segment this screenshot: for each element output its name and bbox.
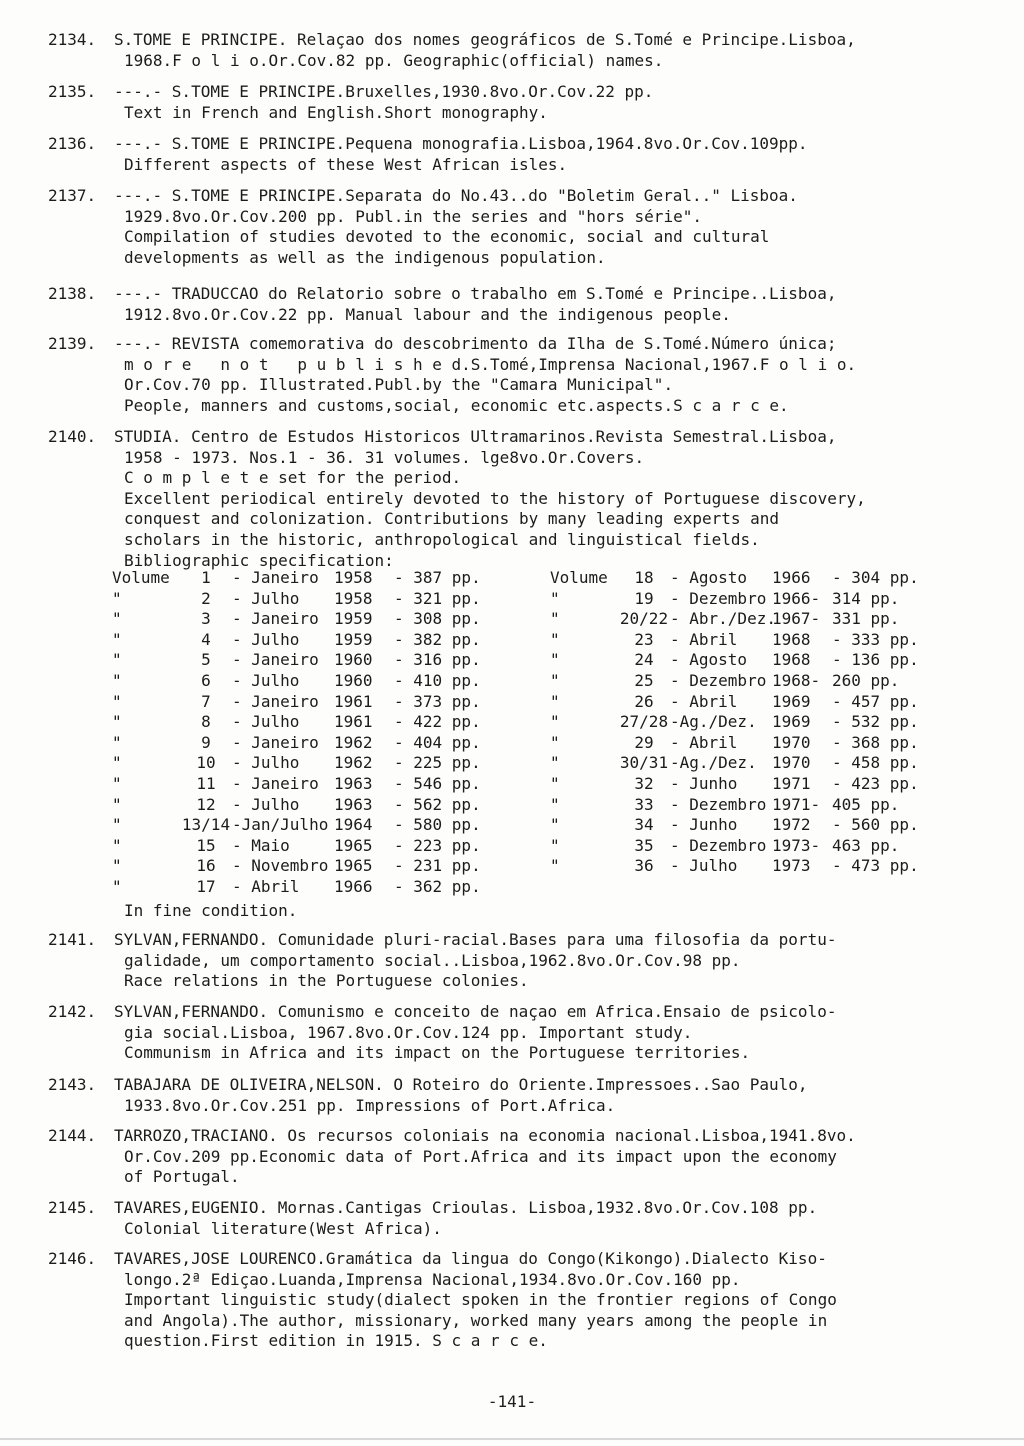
volume-month: -Jan/Julho: [232, 815, 329, 835]
volume-no: 12: [196, 794, 216, 814]
entry-line: People, manners and customs,social, economic etc.aspects.S c a r c e.: [124, 395, 789, 415]
entry-line: Compilation of studies devoted to the economic, social and cultural: [124, 227, 770, 247]
volume-label: ": [550, 815, 560, 835]
volume-label: ": [112, 650, 122, 670]
volume-row: [550, 609, 912, 630]
volume-year: 1960: [334, 650, 373, 670]
volume-label: ": [112, 794, 122, 814]
entry-number: 2138.: [48, 284, 97, 303]
volume-pages: - 410 pp.: [394, 670, 481, 690]
entry-line: Excellent periodical entirely devoted to the history of Portuguese discovery,: [124, 488, 866, 508]
volume-pages: - 458 pp.: [832, 753, 919, 773]
entry-line: Race relations in the Portuguese colonies.: [124, 971, 529, 991]
volume-month: - Abril: [232, 876, 300, 896]
volume-year: 1965: [334, 856, 373, 876]
catalogue-entry: [48, 1075, 988, 1116]
volume-label: ": [112, 876, 122, 896]
volume-label: ": [550, 794, 560, 814]
entry-line: Colonial literature(West Africa).: [124, 1218, 442, 1238]
volume-year: 1971-: [772, 794, 821, 814]
volume-no: 5: [201, 650, 211, 670]
volume-label: ": [112, 691, 122, 711]
catalogue-entry: [48, 1002, 988, 1064]
volume-month: - Dezembro: [670, 794, 767, 814]
volume-month: - Abril: [670, 732, 738, 752]
volume-pages: - 304 pp.: [832, 568, 919, 587]
volume-year: 1958: [334, 588, 373, 608]
catalogue-entry: [48, 284, 988, 325]
volume-row: [550, 568, 919, 589]
volume-no: 6: [201, 670, 211, 690]
volume-month: - Agosto: [670, 568, 748, 587]
volume-row: [112, 815, 481, 836]
volume-month: - Julho: [232, 670, 300, 690]
volume-year: 1967-: [772, 609, 821, 629]
volume-year: 1961: [334, 712, 373, 732]
volume-pages: - 373 pp.: [394, 691, 481, 711]
entry-number: 2142.: [48, 1002, 97, 1021]
volume-month: - Abr./Dez.: [670, 609, 776, 629]
volume-month: - Julho: [232, 794, 300, 814]
volume-year: 1962: [334, 732, 373, 752]
entry-number: 2145.: [48, 1198, 97, 1217]
entry-number: 2143.: [48, 1075, 97, 1094]
volume-row: [112, 856, 481, 877]
entry-line: Communism in Africa and its impact on the Portuguese territories.: [124, 1043, 751, 1063]
volume-no: 16: [196, 856, 216, 876]
volume-no: 32: [634, 773, 654, 793]
volume-row: [550, 589, 912, 610]
entry-line: SYLVAN,FERNANDO. Comunidade pluri-racial.Bases para uma filosofia da portu-: [114, 930, 837, 949]
entry-line: C o m p l e t e set for the period.: [124, 468, 462, 488]
volume-no: 20/22: [619, 609, 669, 629]
volume-no: 24: [634, 650, 654, 670]
entry-line: TAVARES,EUGENIO. Mornas.Cantigas Crioulas. Lisboa,1932.8vo.Or.Cov.108 pp.: [114, 1198, 818, 1217]
volume-pages: - 546 pp.: [394, 773, 481, 793]
entry-number: 2134.: [48, 30, 97, 49]
entry-line: scholars in the historic, anthropological and linguistical fields.: [124, 529, 760, 549]
entry-number: 2135.: [48, 82, 97, 101]
volume-row: [550, 856, 919, 877]
entry-line: STUDIA. Centro de Estudos Historicos Ultramarinos.Revista Semestral.Lisboa,: [114, 427, 837, 446]
volume-no: 30/31: [619, 753, 669, 773]
volume-year: 1972: [772, 815, 811, 835]
volume-month: - Julho: [670, 856, 738, 876]
volume-row: [550, 732, 919, 754]
volume-year: 1966: [334, 876, 373, 896]
volume-label: ": [112, 588, 122, 608]
volume-pages: - 231 pp.: [394, 856, 481, 876]
volume-no: 2: [201, 588, 211, 608]
entry-line: TAVARES,JOSE LOURENCO.Gramática da lingua do Congo(Kikongo).Dialecto Kiso-: [114, 1249, 827, 1268]
entry-number: 2146.: [48, 1249, 97, 1268]
volume-pages: - 308 pp.: [394, 609, 481, 629]
volume-label: Volume: [112, 568, 170, 587]
volume-no: 13/14: [181, 815, 231, 835]
volume-pages: - 333 pp.: [832, 629, 919, 649]
entry-line: Text in French and English.Short monography.: [124, 102, 548, 122]
entry-line: developments as well as the indigenous population.: [124, 247, 606, 267]
volume-year: 1959: [334, 629, 373, 649]
volume-month: - Dezembro: [670, 588, 767, 608]
volume-year: 1959: [334, 609, 373, 629]
catalogue-entry: [48, 30, 988, 71]
volume-month: - Junho: [670, 815, 738, 835]
volume-label: ": [112, 773, 122, 793]
volume-no: 3: [201, 609, 211, 629]
entry-line: of Portugal.: [124, 1167, 240, 1187]
volume-year: 1966-: [772, 588, 821, 608]
volume-column-right: [550, 568, 919, 877]
volume-year: 1963: [334, 794, 373, 814]
volume-label: ": [112, 629, 122, 649]
volume-month: - Abril: [670, 629, 738, 649]
entry-number: 2141.: [48, 930, 97, 949]
volume-month: - Julho: [232, 753, 300, 773]
volume-month: - Agosto: [670, 650, 748, 670]
volume-label: ": [550, 691, 560, 711]
entry-line: ---.- S.TOME E PRINCIPE.Pequena monografia.Lisboa,1964.8vo.Or.Cov.109pp.: [114, 134, 808, 153]
volume-no: 4: [201, 629, 211, 649]
entry-line: 1958 - 1973. Nos.1 - 36. 31 volumes. lge8vo.Or.Covers.: [124, 447, 645, 467]
entry-line: m o r e n o t p u b l i s h e d.S.Tomé,Imprensa Nacional,1967.F o l i o.: [124, 354, 857, 374]
volume-label: ": [550, 650, 560, 670]
catalogue-entry: [48, 930, 988, 992]
volume-year: 1960: [334, 670, 373, 690]
volume-pages: - 382 pp.: [394, 629, 481, 649]
volume-pages: - 362 pp.: [394, 876, 481, 896]
volume-month: - Novembro: [232, 856, 329, 876]
volume-no: 17: [196, 876, 216, 896]
volume-label: ": [112, 856, 122, 876]
volume-label: ": [550, 856, 560, 876]
volume-row: [550, 712, 919, 733]
entry-line: S.TOME E PRINCIPE. Relaçao dos nomes geográficos de S.Tomé e Principe.Lisboa,: [114, 30, 856, 49]
volume-row: [550, 795, 912, 816]
volume-month: - Janeiro: [232, 650, 319, 670]
volume-row: [550, 671, 912, 692]
entry-number: 2137.: [48, 186, 97, 205]
volume-pages: - 562 pp.: [394, 794, 481, 814]
catalogue-entry: [48, 134, 988, 175]
volume-year: 1966: [772, 568, 811, 587]
volume-year: 1961: [334, 691, 373, 711]
volume-pages: - 368 pp.: [832, 732, 919, 752]
volume-no: 26: [634, 691, 654, 711]
volume-year: 1969: [772, 691, 811, 711]
entry-line: galidade, um comportamento social..Lisboa,1962.8vo.Or.Cov.98 pp.: [124, 950, 741, 970]
catalogue-entry: [48, 1198, 988, 1239]
volume-row: [550, 629, 919, 651]
volume-pages: - 580 pp.: [394, 815, 481, 835]
volume-label: ": [112, 712, 122, 732]
volume-year: 1970: [772, 753, 811, 773]
volume-year: 1973: [772, 856, 811, 876]
volume-no: 35: [634, 835, 654, 855]
entry-number: 2139.: [48, 334, 97, 353]
volume-no: 15: [196, 835, 216, 855]
volume-month: - Dezembro: [670, 835, 767, 855]
volume-pages: 331 pp.: [832, 609, 900, 629]
volume-no: 25: [634, 670, 654, 690]
entry-number: 2136.: [48, 134, 97, 153]
volume-label: ": [550, 588, 560, 608]
volume-month: - Janeiro: [232, 568, 319, 587]
volume-pages: - 136 pp.: [832, 650, 919, 670]
volume-row: [112, 629, 481, 651]
volume-pages: - 223 pp.: [394, 835, 481, 855]
volume-year: 1969: [772, 712, 811, 732]
volume-row: [112, 876, 481, 898]
volume-year: 1973-: [772, 835, 821, 855]
volume-row: [112, 609, 481, 630]
volume-month: -Ag./Dez.: [670, 712, 757, 732]
volume-row: [112, 670, 481, 692]
catalogue-entry: [48, 1249, 988, 1352]
volume-no: 27/28: [619, 712, 669, 732]
volume-label: ": [550, 629, 560, 649]
catalogue-entry: [48, 82, 988, 123]
volume-month: - Julho: [232, 629, 300, 649]
catalogue-entry: [48, 334, 988, 416]
volume-column-left: [112, 568, 481, 898]
volume-no: 7: [201, 691, 211, 711]
volume-pages: - 225 pp.: [394, 753, 481, 773]
volume-label: ": [112, 753, 122, 773]
volume-row: [112, 650, 481, 671]
volume-year: 1965: [334, 835, 373, 855]
volume-row: [550, 650, 919, 671]
volume-year: 1958: [334, 568, 373, 587]
volume-year: 1970: [772, 732, 811, 752]
entry-line: conquest and colonization. Contributions by many leading experts and: [124, 509, 780, 529]
volume-row: [550, 773, 919, 795]
volume-month: - Janeiro: [232, 609, 319, 629]
volume-no: 10: [196, 753, 216, 773]
entry-line: 1912.8vo.Or.Cov.22 pp. Manual labour and the indigenous people.: [124, 304, 731, 324]
volume-no: 9: [201, 732, 211, 752]
entry-line: 1968.F o l i o.Or.Cov.82 pp. Geographic(official) names.: [124, 50, 664, 70]
volume-month: - Julho: [232, 712, 300, 732]
volume-month: - Dezembro: [670, 670, 767, 690]
volume-row: [112, 794, 481, 816]
volume-pages: - 532 pp.: [832, 712, 919, 732]
volume-label: ": [550, 773, 560, 793]
entry-line: gia social.Lisboa, 1967.8vo.Or.Cov.124 pp. Important study.: [124, 1022, 693, 1042]
entry-line: Or.Cov.70 pp. Illustrated.Publ.by the "Camara Municipal".: [124, 375, 674, 395]
volume-pages: - 457 pp.: [832, 691, 919, 711]
volume-no: 36: [634, 856, 654, 876]
entry-line: Or.Cov.209 pp.Economic data of Port.Africa and its impact upon the economy: [124, 1146, 837, 1166]
entry-line: ---.- TRADUCCAO do Relatorio sobre o trabalho em S.Tomé e Principe..Lisboa,: [114, 284, 837, 303]
volume-no: 19: [634, 588, 654, 608]
volume-month: - Abril: [670, 691, 738, 711]
entry-line: longo.2ª Ediçao.Luanda,Imprensa Nacional,1934.8vo.Or.Cov.160 pp.: [124, 1269, 741, 1289]
volume-pages: - 422 pp.: [394, 712, 481, 732]
volume-month: - Janeiro: [232, 773, 319, 793]
volume-label: ": [112, 732, 122, 752]
volume-label: ": [550, 712, 560, 732]
volume-year: 1968-: [772, 670, 821, 690]
entry-line: ---.- S.TOME E PRINCIPE.Separata do No.43..do "Boletim Geral.." Lisboa.: [114, 186, 798, 205]
entry-line: In fine condition.: [124, 900, 298, 920]
volume-pages: 314 pp.: [832, 588, 900, 608]
volume-month: - Maio: [232, 835, 290, 855]
volume-pages: - 560 pp.: [832, 815, 919, 835]
volume-no: 34: [634, 815, 654, 835]
entry-line: question.First edition in 1915. S c a r c e.: [124, 1331, 548, 1351]
entry-line: Important linguistic study(dialect spoken in the frontier regions of Congo: [124, 1290, 837, 1310]
volume-year: 1968: [772, 629, 811, 649]
volume-year: 1971: [772, 773, 811, 793]
volume-month: - Janeiro: [232, 732, 319, 752]
volume-label: ": [112, 835, 122, 855]
entry-line: 1933.8vo.Or.Cov.251 pp. Impressions of Port.Africa.: [124, 1095, 616, 1115]
volume-no: 29: [634, 732, 654, 752]
volume-row: [550, 691, 919, 713]
entry-line: and Angola).The author, missionary, worked many years among the people in: [124, 1310, 828, 1330]
volume-row: [550, 815, 919, 836]
volume-no: 33: [634, 794, 654, 814]
volume-row: [112, 691, 481, 713]
volume-row: [112, 753, 481, 774]
volume-month: -Ag./Dez.: [670, 753, 757, 773]
volume-no: 23: [634, 629, 654, 649]
volume-label: ": [550, 753, 560, 773]
volume-label: ": [112, 609, 122, 629]
entry-line: Bibliographic specification:: [124, 550, 394, 570]
volume-row: [112, 568, 481, 589]
volume-pages: 260 pp.: [832, 670, 900, 690]
entry-line: ---.- S.TOME E PRINCIPE.Bruxelles,1930.8vo.Or.Cov.22 pp.: [114, 82, 654, 101]
entry-line: TABAJARA DE OLIVEIRA,NELSON. O Roteiro do Oriente.Impressoes..Sao Paulo,: [114, 1075, 808, 1094]
entry-line: 1929.8vo.Or.Cov.200 pp. Publ.in the series and "hors série".: [124, 206, 702, 226]
volume-row: [550, 836, 912, 857]
volume-pages: - 423 pp.: [832, 773, 919, 793]
volume-row: [112, 588, 481, 610]
volume-pages: 463 pp.: [832, 835, 900, 855]
volume-row: [112, 773, 481, 795]
volume-pages: - 473 pp.: [832, 856, 919, 876]
volume-row: [112, 835, 481, 857]
volume-row: [550, 753, 919, 774]
volume-pages: - 387 pp.: [394, 568, 481, 587]
entry-number: 2144.: [48, 1126, 97, 1145]
volume-pages: - 321 pp.: [394, 588, 481, 608]
volume-label: ": [550, 732, 560, 752]
volume-row: [112, 712, 481, 733]
volume-no: 11: [196, 773, 216, 793]
volume-row: [112, 732, 481, 754]
volume-label: ": [550, 670, 560, 690]
entry-line: TARROZO,TRACIANO. Os recursos coloniais na economia nacional.Lisboa,1941.8vo.: [114, 1126, 856, 1145]
volume-no: 8: [201, 712, 211, 732]
volume-no: 18: [634, 568, 654, 587]
volume-pages: - 316 pp.: [394, 650, 481, 670]
entry-line: SYLVAN,FERNANDO. Comunismo e conceito de naçao em Africa.Ensaio de psicolo-: [114, 1002, 837, 1021]
catalogue-entry: [48, 1126, 988, 1188]
volume-pages: 405 pp.: [832, 794, 900, 814]
volume-year: 1963: [334, 773, 373, 793]
volume-label: Volume: [550, 568, 608, 587]
volume-year: 1962: [334, 753, 373, 773]
volume-year: 1964: [334, 815, 373, 835]
volume-no: 1: [201, 568, 211, 587]
volume-year: 1968: [772, 650, 811, 670]
entry-line: ---.- REVISTA comemorativa do descobrimento da Ilha de S.Tomé.Número única;: [114, 334, 837, 353]
volume-month: - Julho: [232, 588, 300, 608]
volume-label: ": [550, 835, 560, 855]
volume-label: ": [112, 670, 122, 690]
catalogue-entry: [48, 186, 988, 268]
volume-month: - Janeiro: [232, 691, 319, 711]
page-number: -141-: [487, 1392, 537, 1411]
volume-label: ": [112, 815, 122, 835]
volume-month: - Junho: [670, 773, 738, 793]
volume-pages: - 404 pp.: [394, 732, 481, 752]
volume-label: ": [550, 609, 560, 629]
entry-line: Different aspects of these West African isles.: [124, 154, 568, 174]
entry-number: 2140.: [48, 427, 97, 446]
page-edge: [0, 1438, 1024, 1440]
